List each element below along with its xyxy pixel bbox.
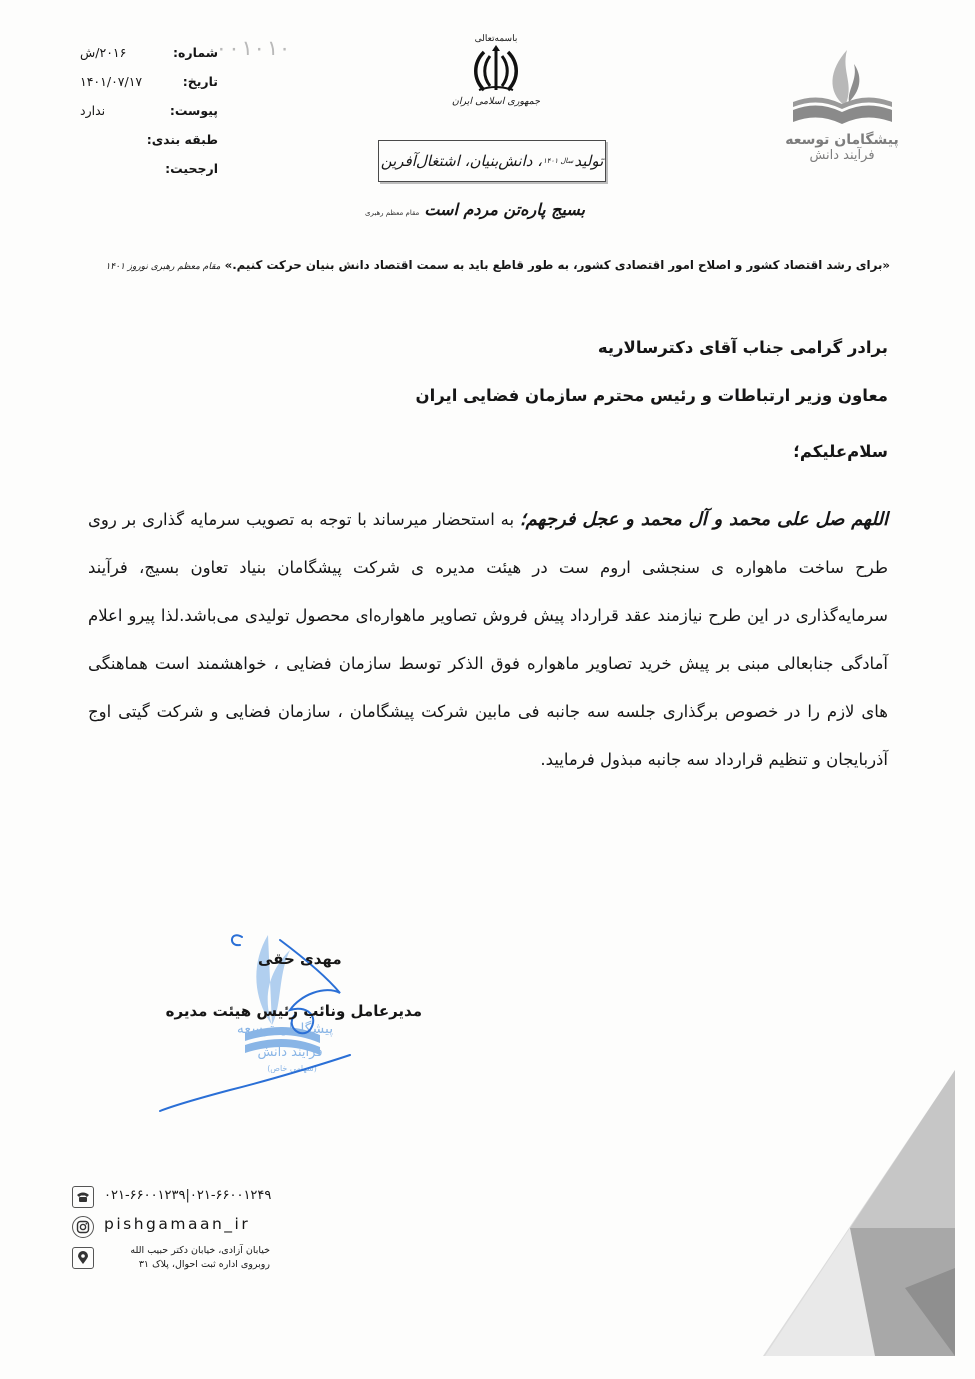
footer-phone: ۰۲۱-۶۶۰۰۱۲۳۹|۰۲۱-۶۶۰۰۱۲۴۹ [104,1188,272,1203]
company-stamp [150,915,380,1125]
phone-icon [72,1186,94,1208]
logo-name: پیشگامان توسعه [785,132,899,148]
slogan-year: سال ۱۴۰۱ [543,157,574,165]
leader-quote [95,254,890,278]
date-label: تاریخ: [182,74,218,89]
signer-title: مدیرعامل ونائب رئیس هیئت مدیره [165,1002,422,1020]
recipient-line-1: برادر گرامی جناب آقای دکترسالاریه [597,338,888,357]
emblem-block [448,34,544,107]
letter-body [88,496,888,784]
meta-date-row [80,67,218,96]
invocation: اللهم صل علی محمد و آل محمد و عجل فرجهم؛ [519,509,888,530]
stamp-line-3: (سهامی خاص) [267,1064,317,1073]
meta-classification-row [80,125,218,154]
attachment-value: ندارد [80,103,106,118]
footer-address [104,1244,270,1272]
meta-priority-row [80,154,218,183]
basij-attribution: مقام معظم رهبری [364,209,420,217]
footer-instagram: pishgamaan_ir [104,1215,251,1233]
location-pin-icon [72,1247,94,1269]
slogan-rest: ، دانش‌بنیان، اشتغال‌آفرین [380,152,543,170]
number-label: شماره: [173,45,218,60]
quote-text: «برای رشد اقتصاد کشور و اصلاح امور اقتصادی کشور، به طور قاطع باید به سمت اقتصاد دانش بنیان حرکت کنیم.» [224,258,890,272]
company-logo [782,44,902,163]
basmala: باسمه‌تعالی [474,34,518,44]
instagram-icon [72,1216,94,1238]
number-value: ۲۰۱۶/ش [80,45,127,60]
quote-attribution: مقام معظم رهبری نوروز ۱۴۰۱ [105,262,221,272]
stamp-line-1: پیشگامان توسعه [236,1021,334,1037]
attachment-label: پیوست: [169,103,218,118]
basij-slogan [364,200,585,219]
priority-label: ارجحیت: [165,161,218,176]
meta-attachment-row [80,96,218,125]
emblem-caption: جمهوری اسلامی ایران [451,96,541,107]
letter-meta [80,38,218,183]
body-text: به استحضار میرساند با توجه به تصویب سرمایه گذاری بر روی طرح ساخت ماهواره ی سنجشی اروم ست در هیئت مدیره ی شرکت پیشگامان بنیاد تعاون بسیج، فرآیند سرمایه‌گذاری در این طرح نیازمند عقد قرارداد پیش فروش تصاویر ماهواره‌ای محصول تولیدی می‌باشد.لذا پیرو اعلام آمادگی جنابعالی مبنی بر پیش خرید تصاویر ماهواره فوق الذکر توسط سازمان فضایی ، خواهشمند است هماهنگی های لازم را در خصوص برگذاری جلسه سه جانبه فی مابین شرکت پیشگامان ، سازمان فضایی و شرکت گیتی اوج آذربایجان و تنظیم قرارداد سه جانبه مبذول فرمایید. [88,510,888,769]
meta-number-row [80,38,218,67]
stamp-line-2: فرآیند دانش [257,1045,323,1060]
signer-name: مهدی حقی [258,950,342,968]
iran-emblem-icon [461,44,531,94]
classification-label: طبقه بندی: [146,132,218,147]
registration-stamp-number: ۰۰۱۰۱۰ [215,36,291,60]
year-slogan-banner [378,140,606,182]
slogan-first: تولید [574,152,604,170]
logo-subtitle: فرآیند دانش [809,148,875,163]
pishgamaan-logo-icon [785,44,900,130]
recipient-line-2: معاون وزیر ارتباطات و رئیس محترم سازمان فضایی ایران [415,386,888,405]
decorative-triangles [755,1068,955,1358]
address-line-2: روبروی اداره ثبت احوال، پلاک ۳۱ [138,1259,270,1270]
basij-text: بسیج پاره‌تن مردم است [424,200,585,219]
date-value: ۱۴۰۱/۰۷/۱۷ [80,74,143,89]
address-line-1: خیابان آزادی، خیابان دکتر حبیب الله [130,1245,270,1256]
greeting: سلام‌علیکم؛ [793,442,888,461]
